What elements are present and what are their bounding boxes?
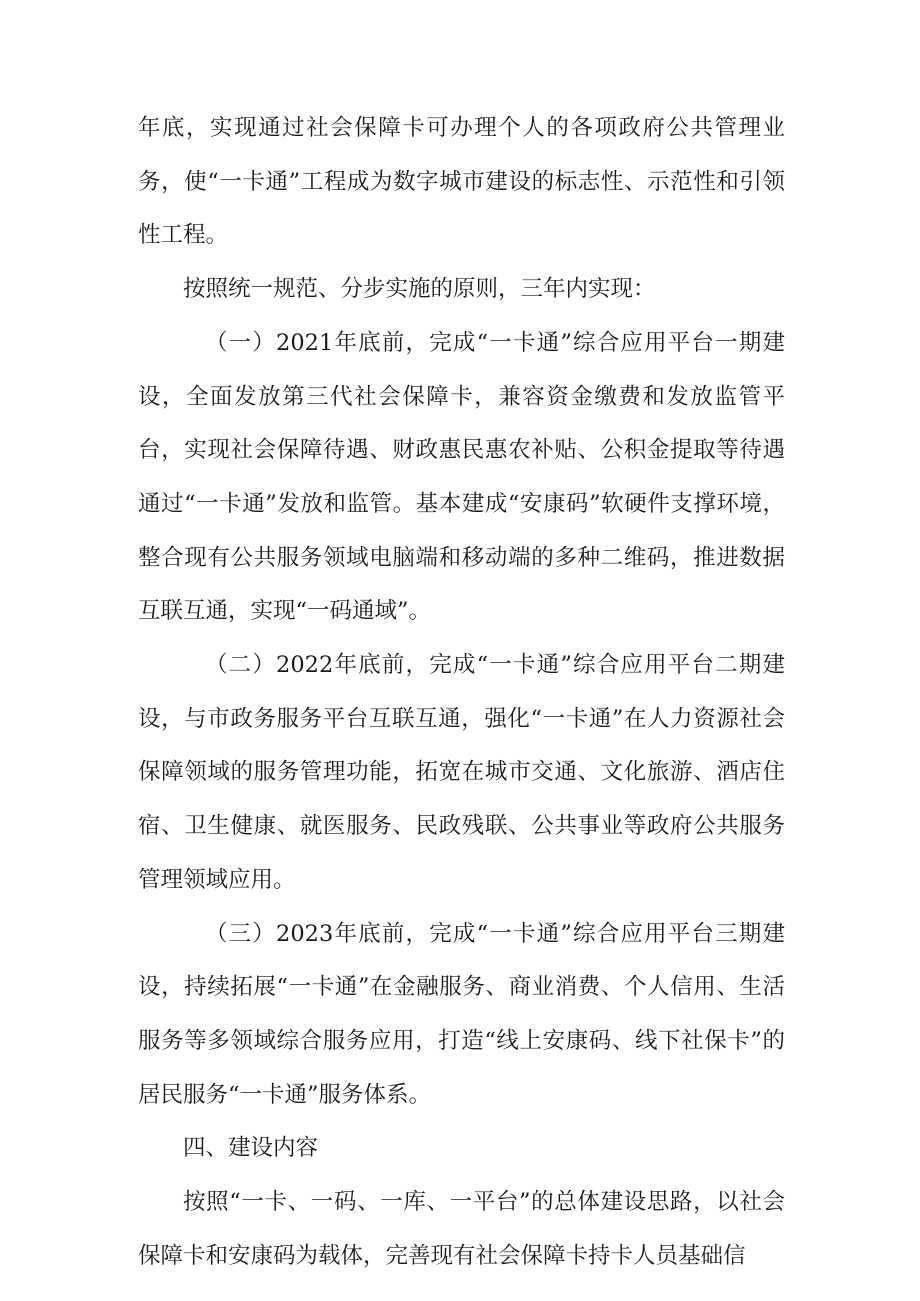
paragraph-phase-two: （二）2022年底前，完成“一卡通”综合应用平台二期建设，与市政务服务平台互联互通，强化“一卡通”在人力资源社会保障领域的服务管理功能，拓宽在城市交通、文化旅游、酒店住宿、卫生健康、就医服务、民政残联、公共事业等政府公共服务管理领域应用。: [138, 652, 785, 893]
paragraph-phase-three: （三）2023年底前，完成“一卡通”综合应用平台三期建设，持续拓展“一卡通”在金融服务、商业消费、个人信用、生活服务等多领域综合服务应用，打造“线上安康码、线下社保卡”的居民服务“一卡通”服务体系。: [138, 920, 785, 1108]
paragraph-continuation: 年底，实现通过社会保障卡可办理个人的各项政府公共管理业务，使“一卡通”工程成为数字城市建设的标志性、示范性和引领性工程。: [138, 115, 785, 249]
paragraph-construction-approach: 按照“一卡、一码、一库、一平台”的总体建设思路，以社会保障卡和安康码为载体，完善现有社会保障卡持卡人员基础信: [138, 1189, 785, 1269]
document-page: [138, 102, 785, 1283]
paragraph-principle: 按照统一规范、分步实施的原则，三年内实现：: [183, 276, 656, 303]
section-heading-construction-content: 四、建设内容: [183, 1135, 319, 1162]
paragraph-phase-one: （一）2021年底前，完成“一卡通”综合应用平台一期建设，全面发放第三代社会保障卡，兼容资金缴费和发放监管平台，实现社会保障待遇、财政惠民惠农补贴、公积金提取等待遇通过“一卡通”发放和监管。基本建成“安康码”软硬件支撑环境，整合现有公共服务领域电脑端和移动端的多种二维码，推进数据互联互通，实现“一码通域”。: [138, 329, 785, 625]
